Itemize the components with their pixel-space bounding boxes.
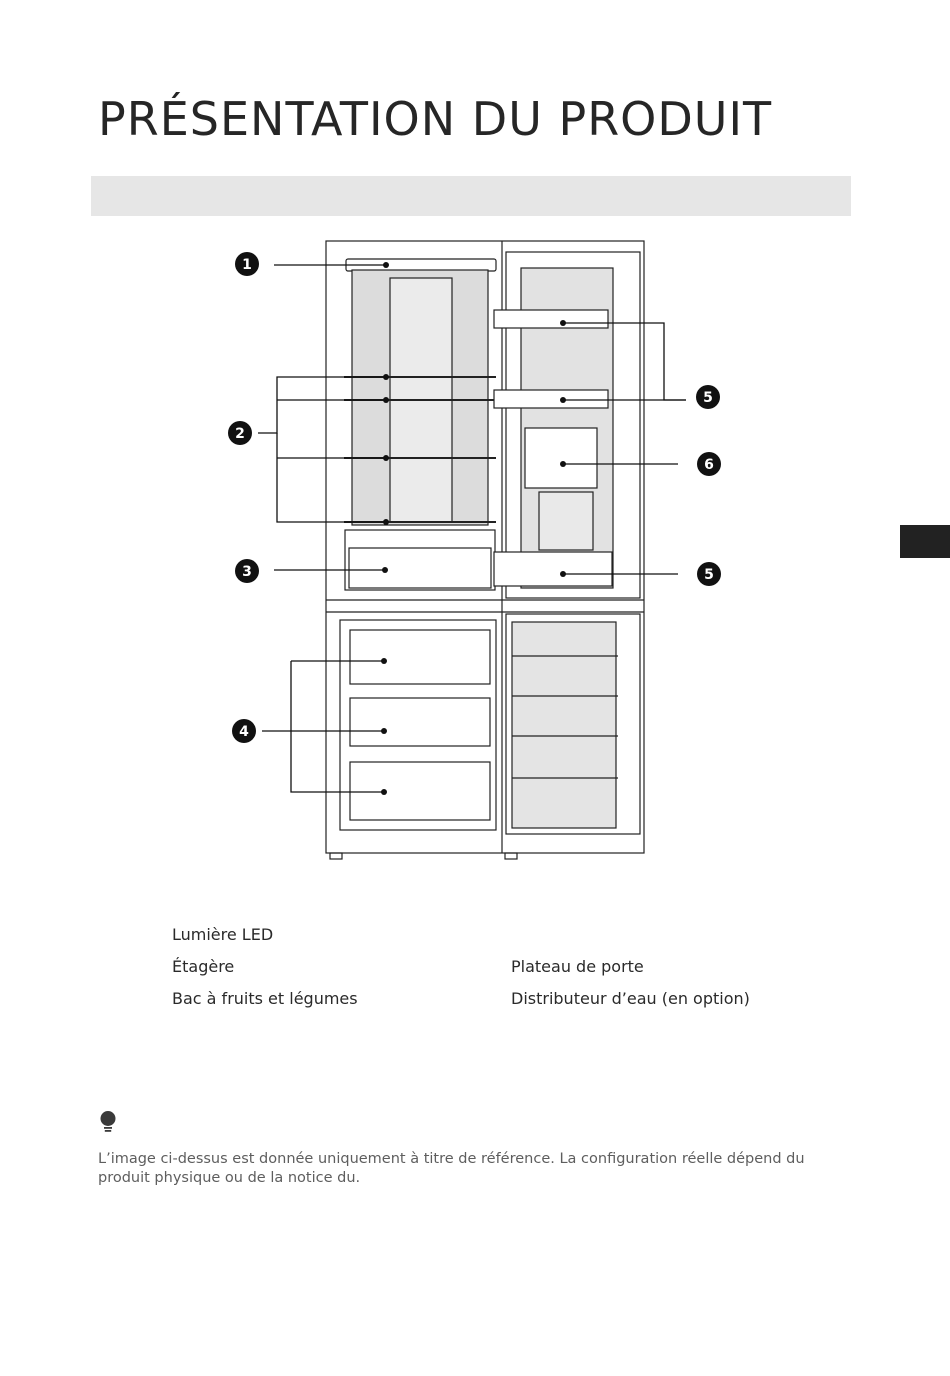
legend-door-tray: Plateau de porte	[511, 957, 644, 976]
callout-5b-number: 5	[704, 567, 714, 583]
callout-2-badge	[228, 421, 252, 445]
callout-5b-badge	[697, 562, 721, 586]
callout-3-number: 3	[242, 564, 252, 580]
callout-5-badge	[696, 385, 720, 409]
callout-2-number: 2	[235, 426, 245, 442]
callout-5-number: 5	[703, 390, 713, 406]
legend-water-dispenser: Distributeur d’eau (en option)	[511, 989, 750, 1008]
callout-6-number: 6	[704, 457, 714, 473]
callout-4-number: 4	[239, 724, 249, 740]
lightbulb-icon	[99, 1110, 117, 1134]
legend-shelf: Étagère	[172, 957, 235, 976]
callout-4-badge	[232, 719, 256, 743]
page-title: PRÉSENTATION DU PRODUIT	[98, 92, 773, 146]
refrigerator-body	[326, 241, 644, 859]
callout-1-number: 1	[242, 257, 252, 273]
callout-6-badge	[697, 452, 721, 476]
note-text: L’image ci-dessus est donnée uniquement à titre de référence. La configuration réelle dépend du produit physique ou de la notice du.	[98, 1151, 805, 1186]
callout-1-badge	[235, 252, 259, 276]
legend-led-light: Lumière LED	[172, 925, 274, 944]
legend-crisper: Bac à fruits et légumes	[172, 989, 358, 1008]
callout-3-badge	[235, 559, 259, 583]
